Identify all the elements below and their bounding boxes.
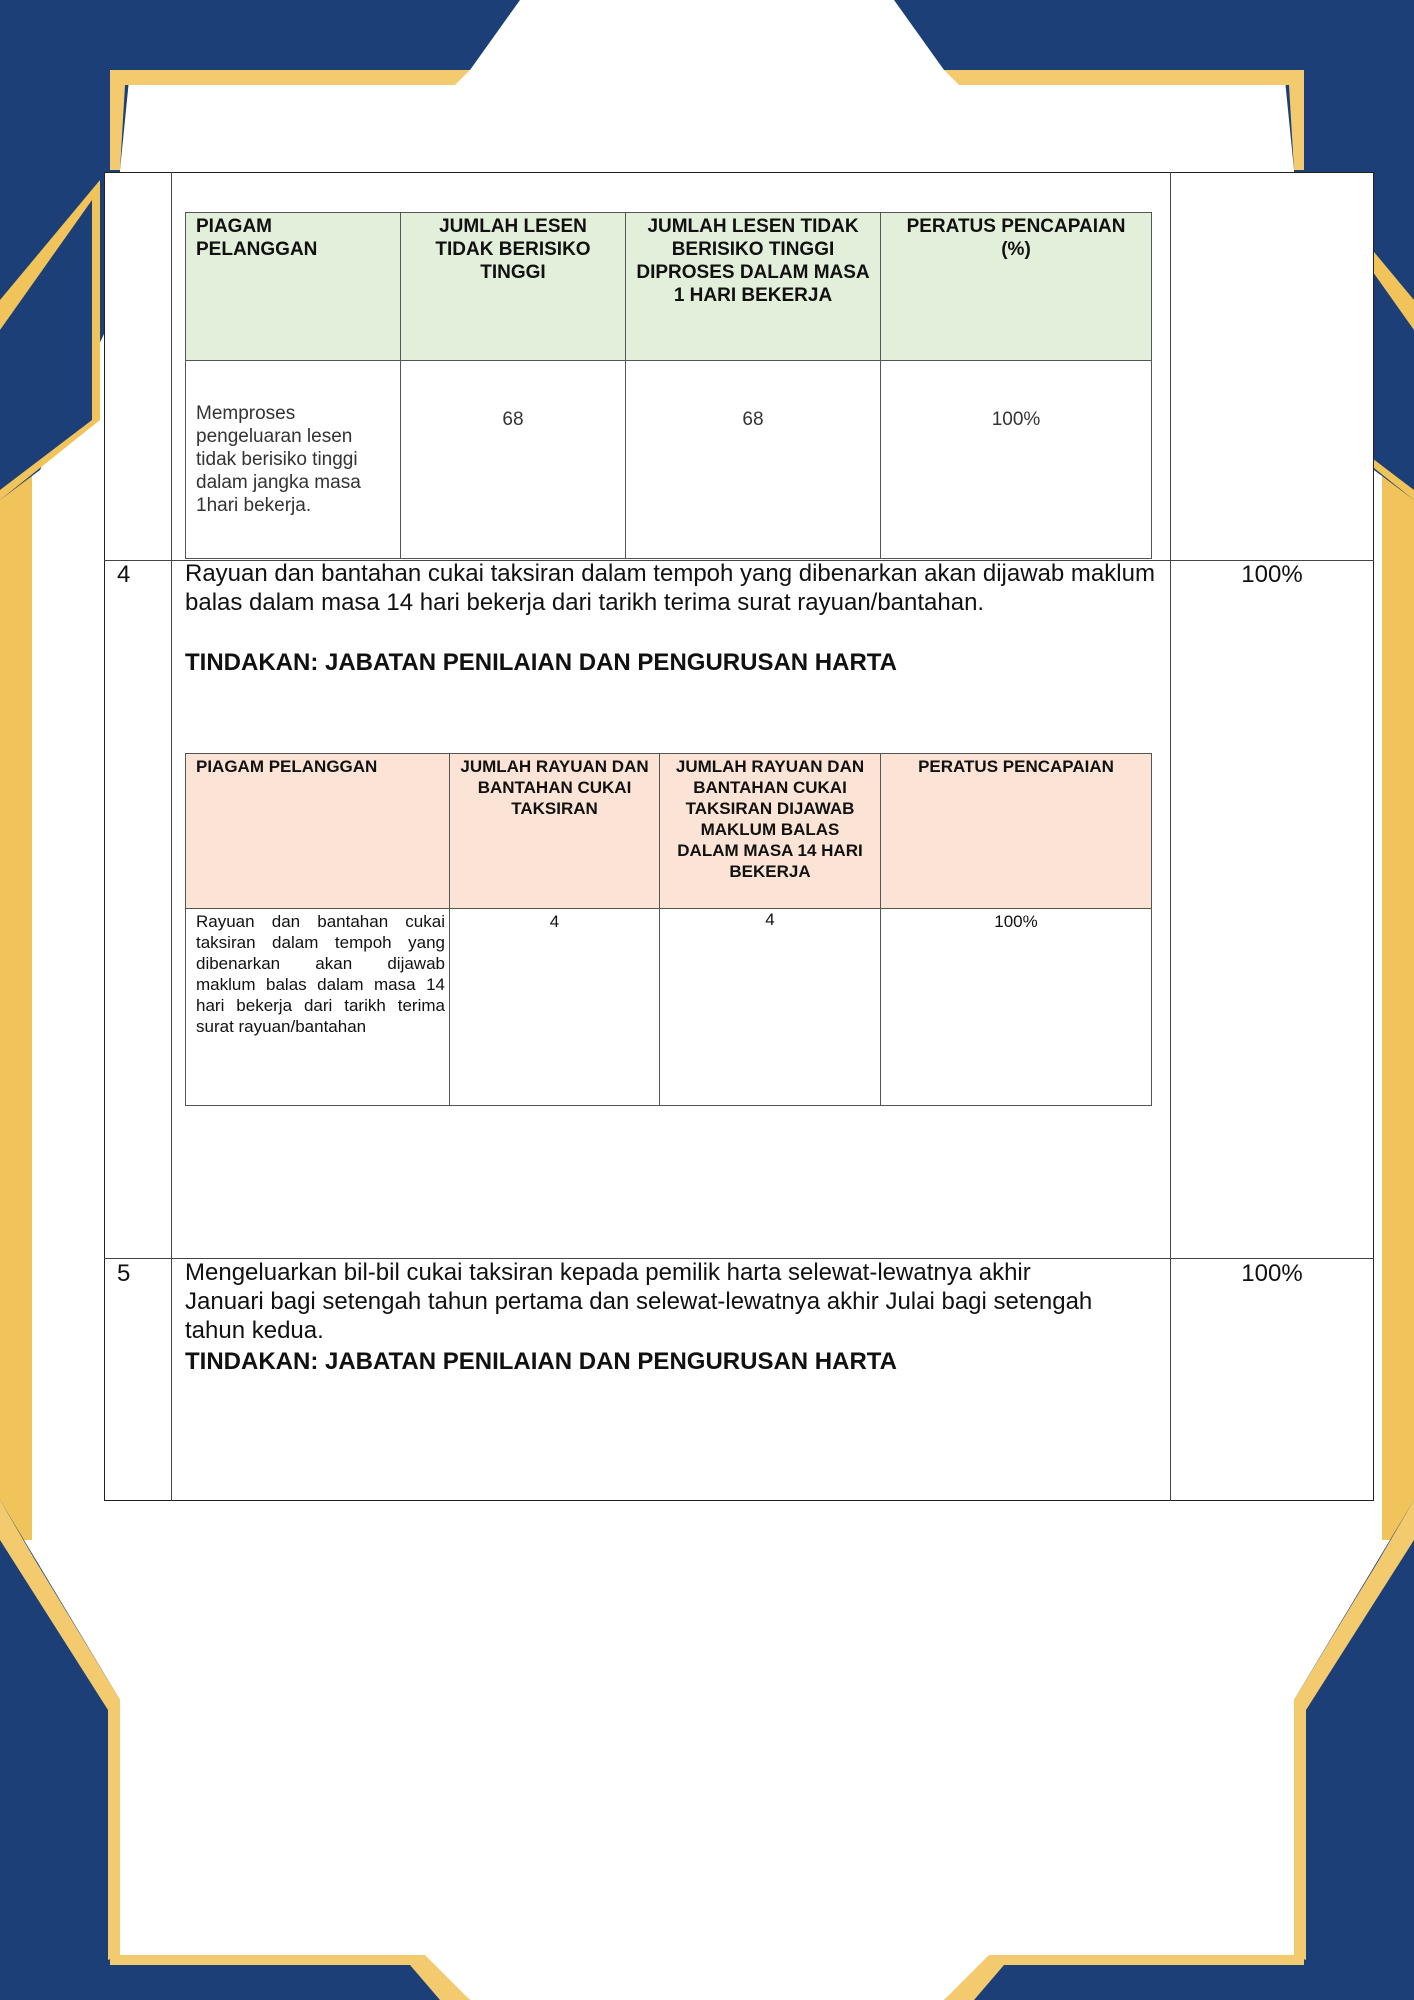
license-processing-table: [185, 212, 1152, 559]
row-achievement: 100%: [1241, 1260, 1303, 1287]
row-description: Rayuan dan bantahan cukai taksiran dalam tempoh yang dibenarkan akan dijawab maklum balas dalam masa 14 hari bekerja dari tarikh terima surat rayuan/bantahan.: [185, 560, 1155, 616]
column-divider: [171, 172, 172, 1501]
header-cell: PERATUS PENCAPAIAN (%): [881, 213, 1152, 361]
table-row: [186, 909, 1152, 1106]
row-number: 5: [117, 1260, 131, 1287]
table-header-row: [186, 754, 1152, 909]
row-action: TINDAKAN: JABATAN PENILAIAN DAN PENGURUSAN HARTA: [185, 649, 897, 676]
column-divider: [1170, 172, 1171, 1501]
table-header-row: [186, 213, 1152, 361]
table-cell: 68: [401, 361, 626, 559]
table-cell: 4: [660, 909, 881, 1106]
table-row: [186, 361, 1152, 559]
table-cell: 4: [450, 909, 660, 1106]
table-cell: 100%: [881, 361, 1152, 559]
header-cell: JUMLAH RAYUAN DAN BANTAHAN CUKAI TAKSIRAN DIJAWAB MAKLUM BALAS DALAM MASA 14 HARI BEKERJA: [660, 754, 881, 909]
table-cell: Rayuan dan bantahan cukai taksiran dalam tempoh yang dibenarkan akan dijawab maklum balas dalam masa 14 hari bekerja dari tarikh terima surat rayuan/bantahan: [186, 909, 450, 1106]
table-cell: Memproses pengeluaran lesen tidak berisiko tinggi dalam jangka masa 1hari bekerja.: [186, 361, 401, 559]
header-cell: PIAGAM PELANGGAN: [186, 213, 401, 361]
table-cell: 68: [626, 361, 881, 559]
row-action: TINDAKAN: JABATAN PENILAIAN DAN PENGURUSAN HARTA: [185, 1348, 897, 1375]
table-cell: 100%: [881, 909, 1152, 1106]
appeal-response-table: [185, 753, 1152, 1106]
row-description: Mengeluarkan bil-bil cukai taksiran kepada pemilik harta selewat-lewatnya akhir Januari bagi setengah tahun pertama dan selewat-lewatnya akhir Julai bagi setengah tahun kedua.: [185, 1259, 1093, 1344]
header-cell: PERATUS PENCAPAIAN: [881, 754, 1152, 909]
header-cell: JUMLAH RAYUAN DAN BANTAHAN CUKAI TAKSIRAN: [450, 754, 660, 909]
header-cell: JUMLAH LESEN TIDAK BERISIKO TINGGI: [401, 213, 626, 361]
row-achievement: 100%: [1241, 561, 1303, 588]
header-cell: PIAGAM PELANGGAN: [186, 754, 450, 909]
header-cell: JUMLAH LESEN TIDAK BERISIKO TINGGI DIPROSES DALAM MASA 1 HARI BEKERJA: [626, 213, 881, 361]
row-number: 4: [117, 561, 131, 588]
